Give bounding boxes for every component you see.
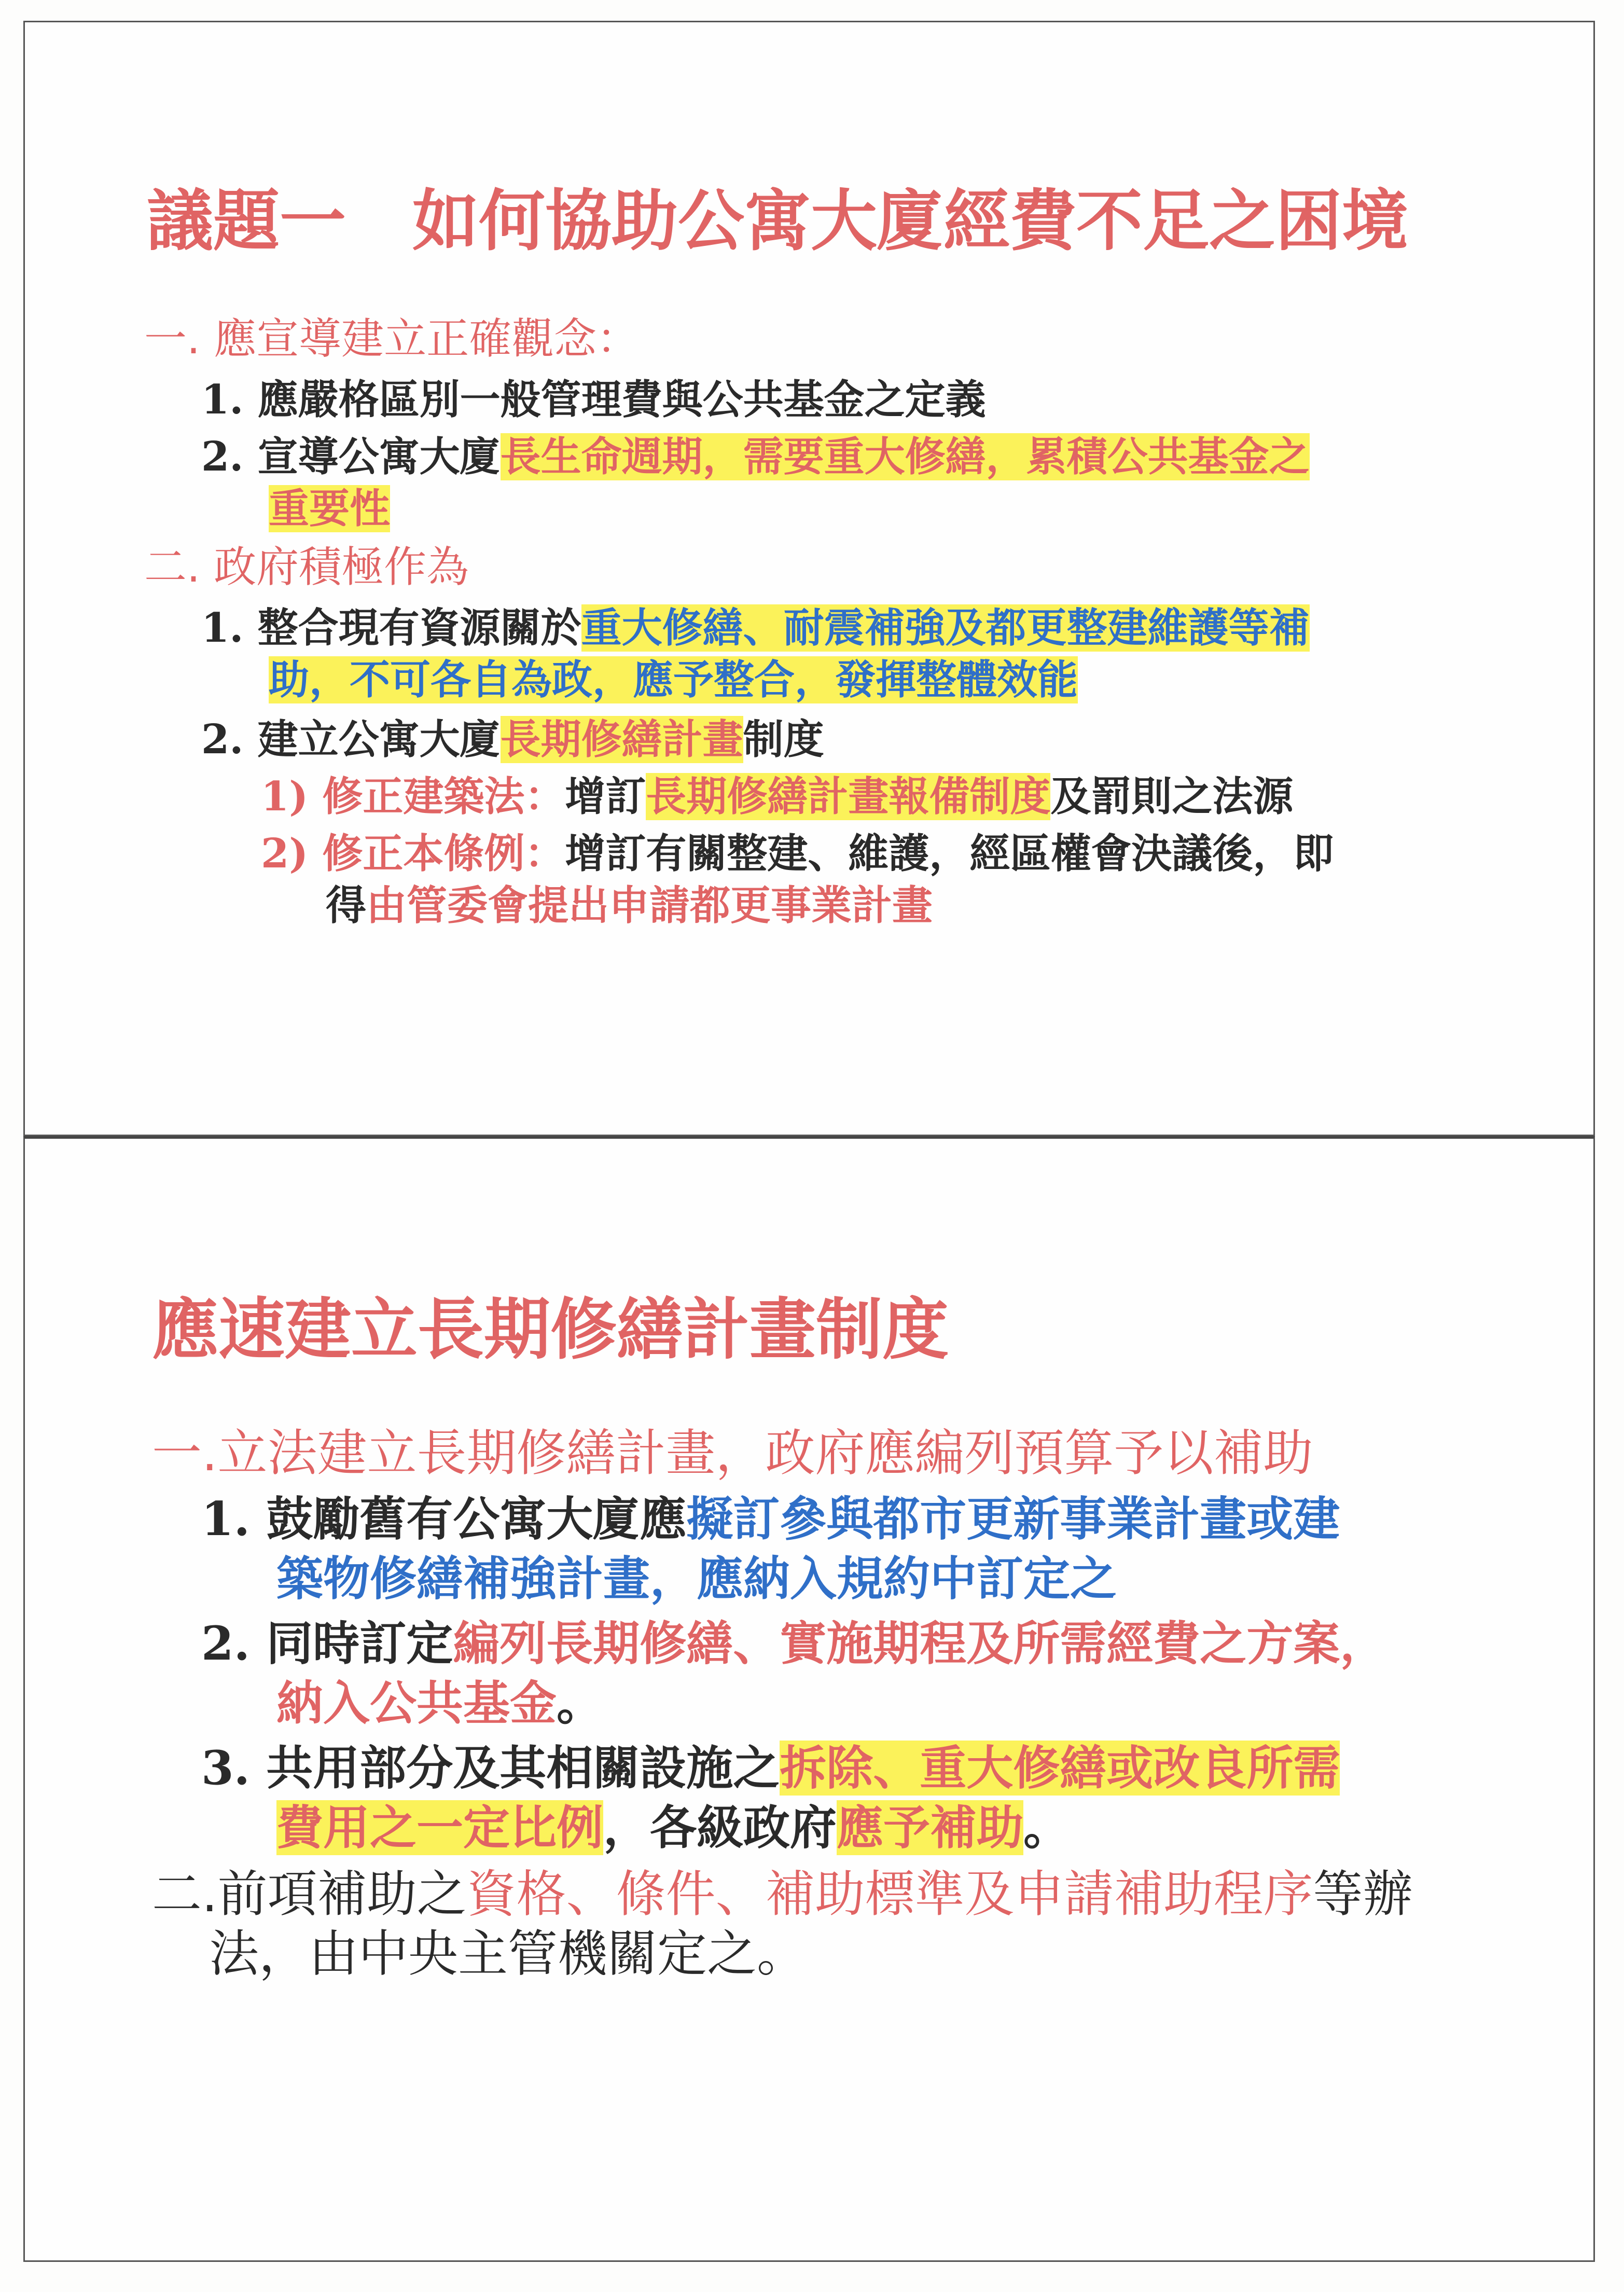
list-item [201,1606,1386,1673]
highlighted-text: 費用之一定比例 [276,1800,603,1855]
highlighted-text: 重要性 [269,485,391,532]
sub-item-text: 由管委會提出申請都更事業計畫 [366,882,933,929]
item-number: 1. [201,604,244,652]
item-number: 2. [201,716,244,763]
highlighted-text: 應予補助 [837,1800,1023,1855]
item-text: 鼓勵舊有公寓大廈應 [266,1492,687,1547]
sub-list-item [261,764,1293,822]
sub-item-number: 1) [261,773,309,820]
list-item-continuation [269,647,1078,706]
highlighted-text: 長期修繕計畫報備制度 [646,773,1051,820]
sub-item-label: 修正建築法： [322,773,565,820]
highlighted-text: 助，不可各自為政，應予整合，發揮整體效能 [269,656,1078,703]
sub-item-number: 2) [261,830,309,877]
item-text: 同時訂定 [266,1616,453,1671]
item-text: 制度 [743,716,824,763]
item-number: 2. [201,1616,250,1671]
item-text-blue: 擬訂參與都市更新事業計畫或建 [686,1492,1340,1547]
sub-list-item-continuation [326,873,933,931]
item-text: 建立公寓大廈 [257,716,501,763]
section-text: 等辦 [1313,1865,1413,1923]
list-item [201,367,986,425]
item-number: 2. [201,433,244,480]
item-text: ，各級政府 [603,1800,837,1855]
highlighted-text: 拆除、重大修繕或改良所需 [780,1741,1340,1796]
list-item [201,1730,1340,1798]
list-item [201,1481,1340,1549]
section-2-heading: 二. 政府積極作為 [144,543,469,592]
sub-item-text: 增訂 [565,773,646,820]
slide-2 [23,1136,1595,2262]
list-item-continuation [269,476,390,534]
section-text: 二.前項補助之 [152,1865,467,1923]
section-1-heading: 一.立法建立長期修繕計畫，政府應編列預算予以補助 [152,1424,1313,1482]
item-text-red: 編列長期修繕、實施期程及所需經費之方案， [453,1616,1387,1671]
list-item [201,596,1310,654]
item-number: 1. [201,1492,250,1547]
list-item-continuation [276,1790,1070,1857]
sub-item-text: 得 [326,882,367,929]
item-text: 應嚴格區別一般管理費與公共基金之定義 [257,376,986,423]
item-text-red: 納入公共基金 [276,1676,557,1731]
item-text: 。 [557,1676,603,1731]
section-text-red: 資格、條件、補助標準及申請補助程序 [466,1865,1313,1923]
item-number: 3. [201,1741,250,1796]
list-item-continuation: 築物修繕補強計畫，應納入規約中訂定之 [276,1551,1117,1606]
sub-item-text: 增訂有關整建、維護，經區權會決議後，即 [565,830,1334,877]
highlighted-text: 長生命週期，需要重大修繕，累積公共基金之 [500,433,1310,480]
sub-item-text: 及罰則之法源 [1050,773,1294,820]
section-2-continuation: 法，由中央主管機關定之。 [209,1925,807,1983]
item-text: 宣導公寓大廈 [257,433,501,480]
item-number: 1. [201,376,244,423]
item-text: 共用部分及其相關設施之 [266,1741,780,1796]
highlighted-text: 長期修繕計畫 [500,716,743,763]
slide-1 [23,21,1595,1136]
list-item [201,424,1310,482]
list-item [201,707,824,765]
highlighted-text: 重大修繕、耐震補強及都更整建維護等補 [581,604,1310,652]
item-text: 整合現有資源關於 [257,604,581,652]
slide-1-title: 議題一 如何協助公寓大廈經費不足之困境 [147,182,1409,260]
list-item-continuation [276,1665,603,1733]
item-text: 。 [1023,1800,1070,1855]
sub-list-item [261,821,1334,879]
slide-2-title: 應速建立長期修繕計畫制度 [152,1291,949,1369]
sub-item-label: 修正本條例： [322,830,565,877]
section-1-heading: 一. 應宣導建立正確觀念： [144,314,640,364]
